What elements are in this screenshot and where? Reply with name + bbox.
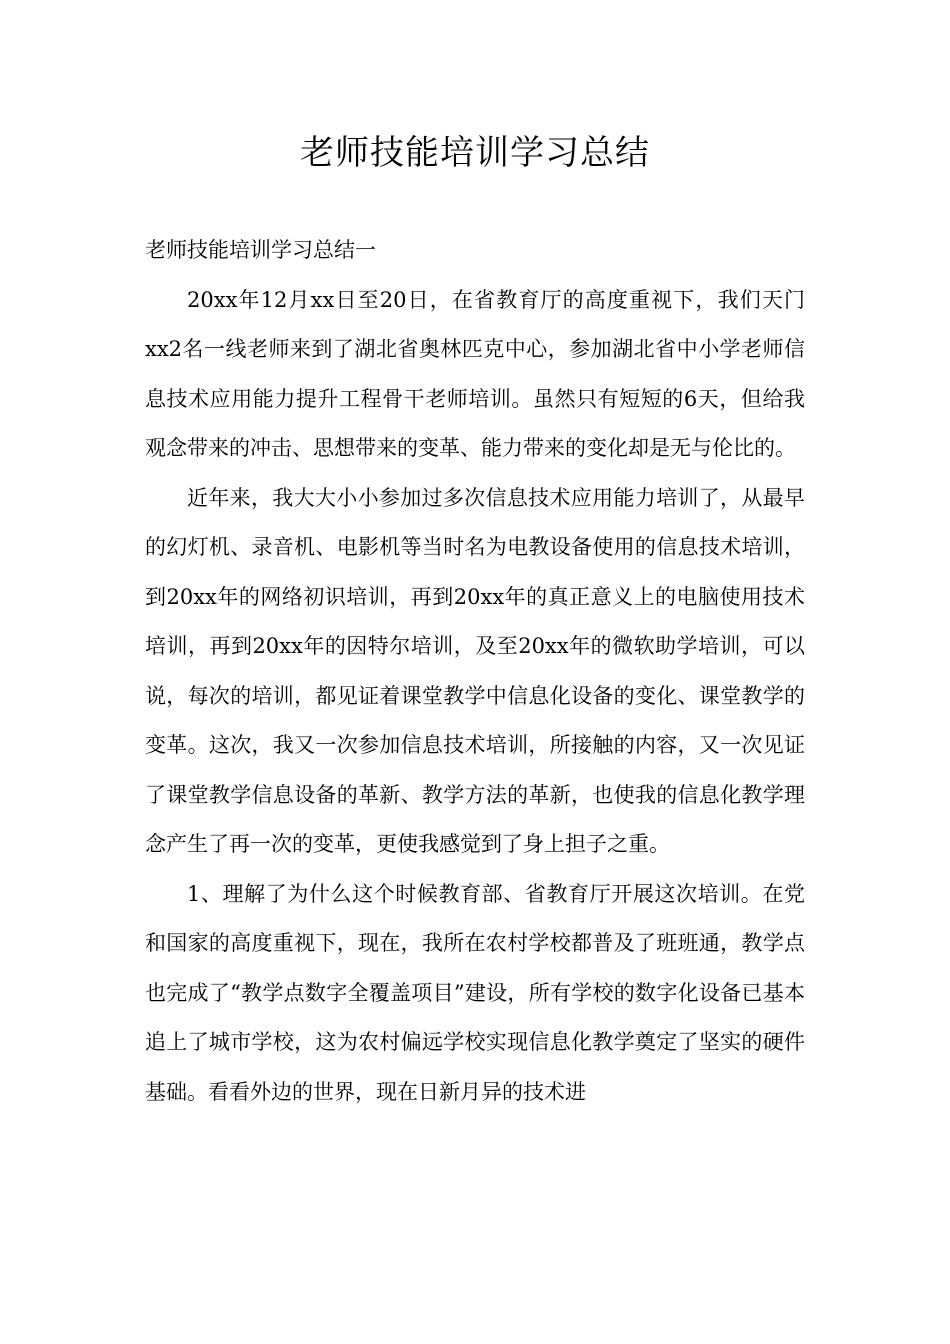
document-title: 老师技能培训学习总结 bbox=[300, 133, 650, 173]
paragraph: 20xx年12月xx日至20日，在省教育厅的高度重视下，我们天门xx2名一线老师来到了湖北省奥林匹克中心，参加湖北省中小学老师信息技术应用能力提升工程骨干老师培训。虽然只有短短的6天，但给我观念带来的冲击、思想带来的变革、能力带来的变化却是无与伦比的。 bbox=[145, 287, 805, 460]
section-heading: 老师技能培训学习总结一 bbox=[145, 238, 376, 262]
paragraph: 近年来，我大大小小参加过多次信息技术应用能力培训了，从最早的幻灯机、录音机、电影机等当时名为电教设备使用的信息技术培训，到20xx年的网络初识培训，再到20xx年的真正意义上的电脑使用技术培训，再到20xx年的因特尔培训，及至20xx年的微软助学培训，可以说，每次的培训，都见证着课堂教学中信息化设备的变化、课堂教学的变革。这次，我又一次参加信息技术培训，所接触的内容，又一次见证了课堂教学信息设备的革新、教学方法的革新，也使我的信息化教学理念产生了再一次的变革，更使我感觉到了身上担子之重。 bbox=[145, 485, 805, 856]
document-body bbox=[145, 226, 805, 1117]
paragraph: 1、理解了为什么这个时候教育部、省教育厅开展这次培训。在党和国家的高度重视下，现在，我所在农村学校都普及了班班通，教学点也完成了“教学点数字全覆盖项目”建设，所有学校的数字化设备已基本追上了城市学校，这为农村偏远学校实现信息化教学奠定了坚实的硬件基础。看看外边的世界，现在日新月异的技术进 bbox=[145, 881, 805, 1104]
